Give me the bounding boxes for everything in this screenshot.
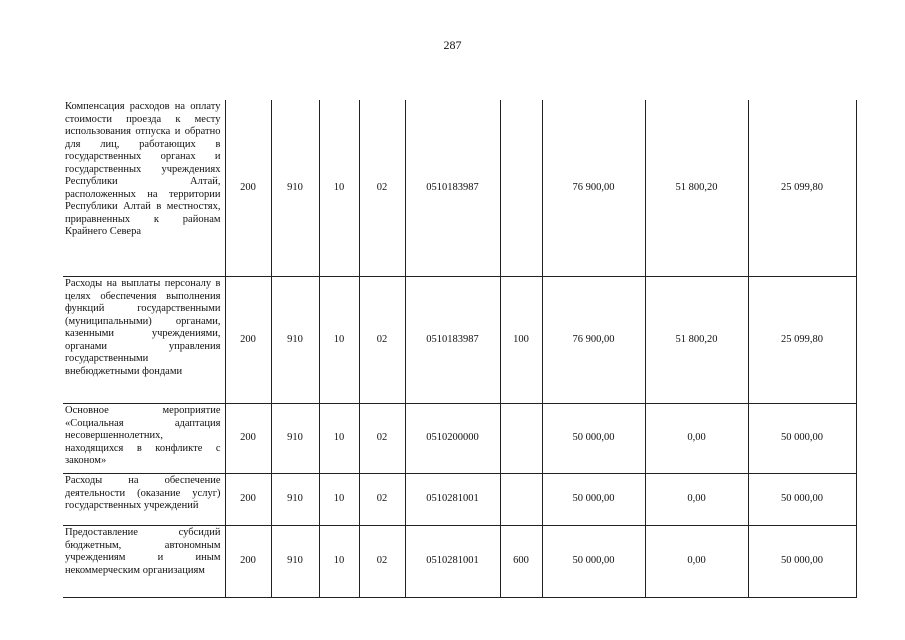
- expense-type-cell: 100: [500, 277, 542, 404]
- code-cell: 910: [271, 277, 319, 404]
- row-name: Компенсация расходов на оплату стоимости проезда к месту использования отпуска и обратно для лиц, работающих в государственных органах и государственных учреждениях Республики Алтай, расположенных на территории Республики Алтай в местностях, приравненных к районам Крайнего Севера: [63, 100, 225, 277]
- code-cell: 200: [225, 277, 271, 404]
- code-cell: 02: [359, 526, 405, 598]
- code-cell: 10: [319, 100, 359, 277]
- table-row: [63, 100, 856, 277]
- row-name: Расходы на обеспечение деятельности (оказание услуг) государственных учреждений: [63, 474, 225, 526]
- expense-type-cell: [500, 474, 542, 526]
- code-cell: 10: [319, 404, 359, 474]
- code-cell: 910: [271, 474, 319, 526]
- code-cell: 200: [225, 474, 271, 526]
- target-article-cell: 0510200000: [405, 404, 500, 474]
- table-row: [63, 404, 856, 474]
- code-cell: 910: [271, 404, 319, 474]
- amount-cell: 0,00: [645, 404, 748, 474]
- amount-cell: 76 900,00: [542, 100, 645, 277]
- expense-type-cell: 600: [500, 526, 542, 598]
- target-article-cell: 0510281001: [405, 474, 500, 526]
- amount-cell: 50 000,00: [542, 474, 645, 526]
- code-cell: 200: [225, 526, 271, 598]
- code-cell: 200: [225, 404, 271, 474]
- amount-cell: 50 000,00: [748, 526, 856, 598]
- amount-cell: 0,00: [645, 526, 748, 598]
- table-row: [63, 474, 856, 526]
- page-number: 287: [443, 38, 462, 52]
- amount-cell: 50 000,00: [542, 526, 645, 598]
- code-cell: 02: [359, 100, 405, 277]
- target-article-cell: 0510183987: [405, 100, 500, 277]
- code-cell: 910: [271, 526, 319, 598]
- code-cell: 10: [319, 474, 359, 526]
- table-row: [63, 526, 856, 598]
- budget-table: [63, 100, 857, 598]
- expense-type-cell: [500, 404, 542, 474]
- code-cell: 02: [359, 277, 405, 404]
- code-cell: 10: [319, 277, 359, 404]
- amount-cell: 76 900,00: [542, 277, 645, 404]
- row-name: Основное мероприятие «Социальная адаптация несовершеннолетних, находящихся в конфликте с законом»: [63, 404, 225, 474]
- code-cell: 02: [359, 404, 405, 474]
- amount-cell: 50 000,00: [542, 404, 645, 474]
- amount-cell: 50 000,00: [748, 404, 856, 474]
- code-cell: 910: [271, 100, 319, 277]
- row-name: Расходы на выплаты персоналу в целях обеспечения выполнения функций государственными (муниципальными) органами, казенными учреждениями, органами управления государственными внебюджетными фондами: [63, 277, 225, 404]
- code-cell: 02: [359, 474, 405, 526]
- amount-cell: 51 800,20: [645, 277, 748, 404]
- expense-type-cell: [500, 100, 542, 277]
- amount-cell: 51 800,20: [645, 100, 748, 277]
- code-cell: 200: [225, 100, 271, 277]
- target-article-cell: 0510281001: [405, 526, 500, 598]
- amount-cell: 50 000,00: [748, 474, 856, 526]
- amount-cell: 25 099,80: [748, 277, 856, 404]
- code-cell: 10: [319, 526, 359, 598]
- amount-cell: 0,00: [645, 474, 748, 526]
- target-article-cell: 0510183987: [405, 277, 500, 404]
- table-row: [63, 277, 856, 404]
- row-name: Предоставление субсидий бюджетным, автономным учреждениям и иным некоммерческим организациям: [63, 526, 225, 598]
- amount-cell: 25 099,80: [748, 100, 856, 277]
